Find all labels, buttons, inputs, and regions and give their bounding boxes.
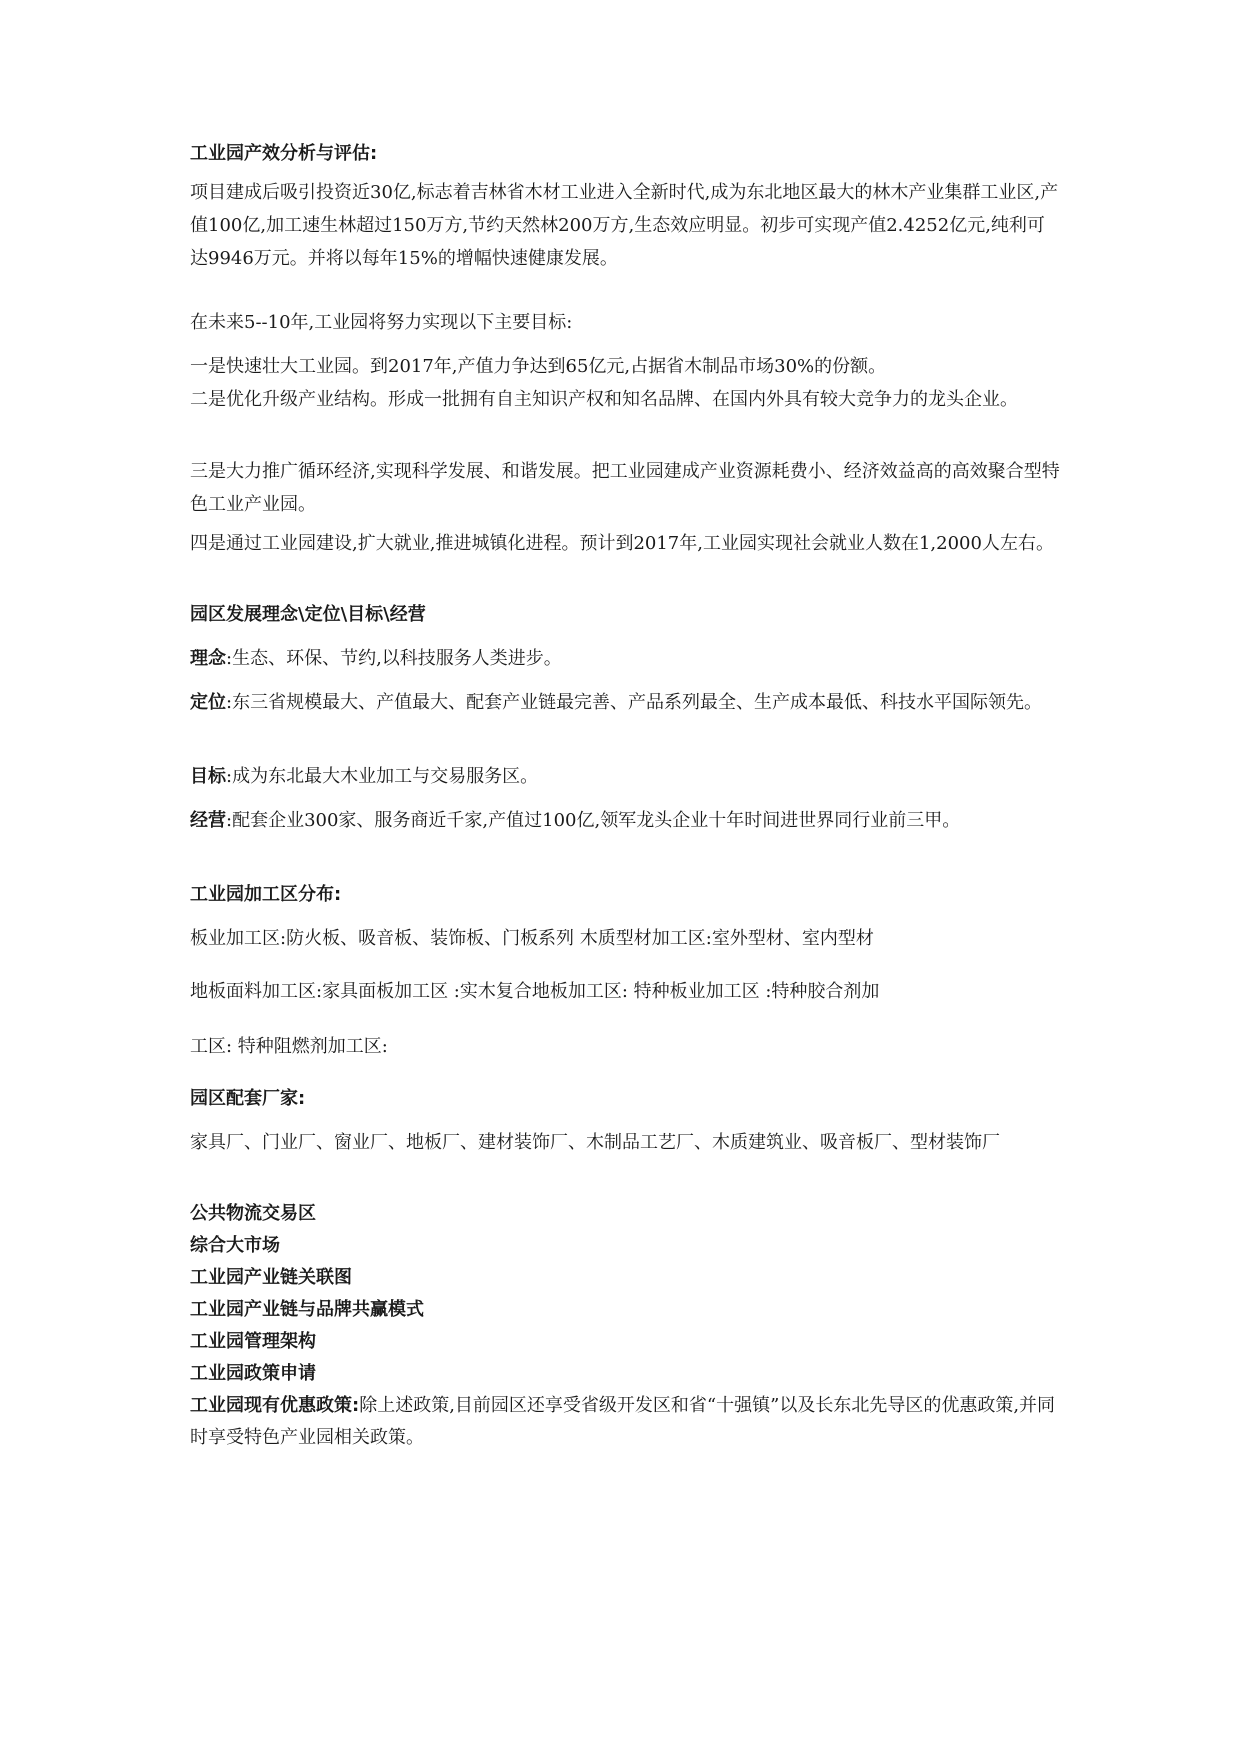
operation-label: 经营 [190,810,226,831]
factories-paragraph: 家具厂、门业厂、窗业厂、地板厂、建材装饰厂、木制品工艺厂、木质建筑业、吸音板厂、型材装饰厂 [190,1132,1000,1153]
policy-paragraph [190,1390,1060,1454]
concept-label: 理念 [190,648,226,669]
list-item: 工业园政策申请 [190,1363,316,1384]
section-title-supporting-factories: 园区配套厂家: [190,1088,306,1109]
goal-two: 二是优化升级产业结构。形成一批拥有自主知识产权和知名品牌、在国内外具有较大竞争力的龙头企业。 [190,389,1018,410]
operation-text: :配套企业300家、服务商近千家,产值过100亿,领军龙头企业十年时间进世界同行业前三甲。 [226,810,961,831]
concept-paragraph [190,642,1060,675]
position-paragraph [190,686,1060,719]
bold-item-list [190,1198,1060,1390]
list-item: 工业园管理架构 [190,1331,316,1352]
paragraph-goals-intro: 在未来5--10年,工业园将努力实现以下主要目标: [190,312,573,333]
target-text: :成为东北最大木业加工与交易服务区。 [226,766,539,787]
list-item: 综合大市场 [190,1235,280,1256]
list-item: 工业园产业链关联图 [190,1267,352,1288]
policy-label: 工业园现有优惠政策: [190,1395,360,1416]
operation-paragraph [190,804,1060,837]
paragraph-output-summary: 项目建成后吸引投资近30亿,标志着吉林省木材工业进入全新时代,成为东北地区最大的林木产业集群工业区,产值100亿,加工速生林超过150万方,节约天然林200万方,生态效应明显。初步可实现产值2.4252亿元,纯利可达9946万元。并将以每年15%的增幅快速健康发展。 [190,182,1059,269]
list-item: 工业园产业链与品牌共赢模式 [190,1299,424,1320]
target-paragraph [190,760,1060,793]
position-text: :东三省规模最大、产值最大、配套产业链最完善、产品系列最全、生产成本最低、科技水平国际领先。 [226,692,1043,713]
goal-one: 一是快速壮大工业园。到2017年,产值力争达到65亿元,占据省木制品市场30%的份额。 [190,356,887,377]
section-title-development-concept: 园区发展理念\定位\目标\经营 [190,604,426,625]
zones-line-1: 板业加工区:防火板、吸音板、装饰板、门板系列 木质型材加工区:室外型材、室内型材 [190,928,874,949]
zones-line-3: 工区: 特种阻燃剂加工区: [190,1036,388,1057]
position-label: 定位 [190,692,226,713]
zones-line-2: 地板面料加工区:家具面板加工区 :实木复合地板加工区: 特种板业加工区 :特种胶合剂加 [190,981,880,1002]
policy-text: 除上述政策,目前园区还享受省级开发区和省“十强镇”以及长东北先导区的优惠政策,并同时享受特色产业园相关政策。 [190,1395,1056,1448]
concept-text: :生态、环保、节约,以科技服务人类进步。 [226,648,562,669]
section-title-output-analysis: 工业园产效分析与评估: [190,143,378,164]
section-title-processing-zones: 工业园加工区分布: [190,884,342,905]
list-item: 公共物流交易区 [190,1203,316,1224]
goal-four: 四是通过工业园建设,扩大就业,推进城镇化进程。预计到2017年,工业园实现社会就业人数在1,2000人左右。 [190,533,1054,554]
target-label: 目标 [190,766,226,787]
goal-three: 三是大力推广循环经济,实现科学发展、和谐发展。把工业园建成产业资源耗费小、经济效益高的高效聚合型特色工业产业园。 [190,461,1060,515]
